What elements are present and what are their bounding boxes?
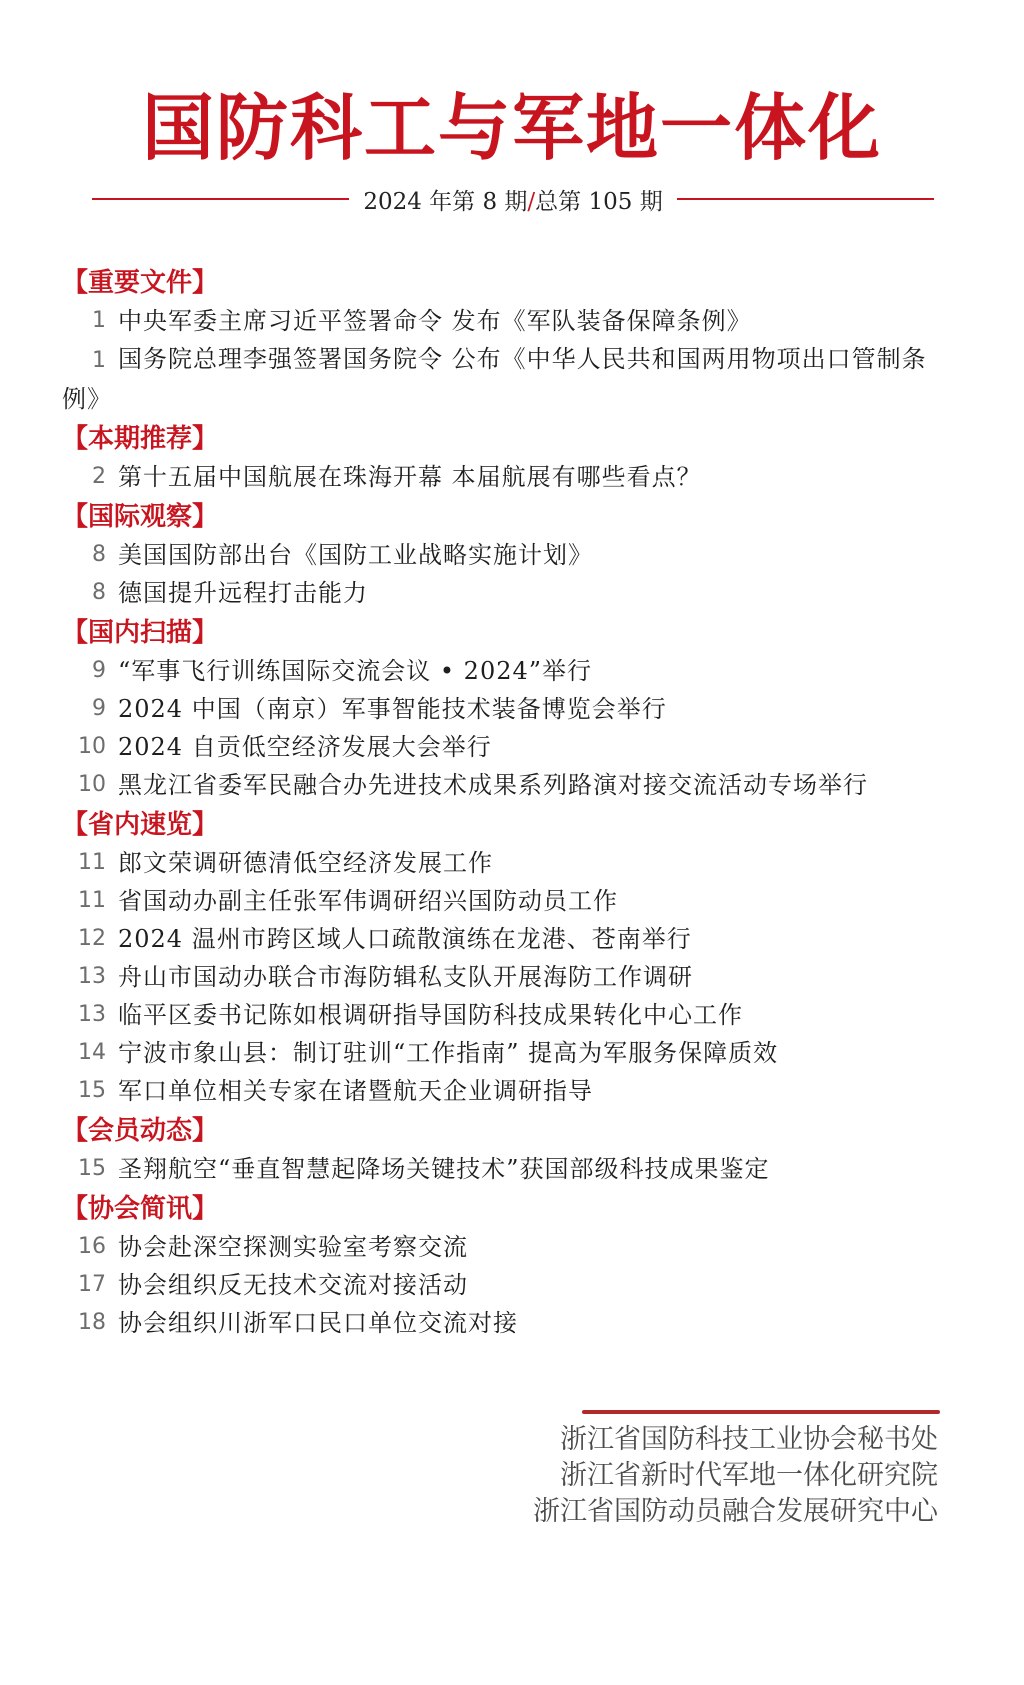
toc-entry[interactable]	[62, 1150, 962, 1188]
toc-entry[interactable]	[62, 652, 962, 690]
page-number: 1	[92, 308, 106, 333]
page-number: 9	[92, 658, 106, 683]
toc-entry[interactable]	[62, 458, 962, 496]
entry-title: 协会组织川浙军口民口单位交流对接	[118, 1309, 518, 1337]
toc-entry[interactable]	[62, 882, 962, 920]
masthead-title: 国防科工与军地一体化	[141, 86, 882, 170]
entry-title: 国务院总理李强签署国务院令 公布《中华人民共和国两用物项出口管制条例》	[62, 345, 927, 413]
publisher-line: 浙江省新时代军地一体化研究院	[560, 1460, 938, 1491]
entry-title: 2024 自贡低空经济发展大会举行	[118, 733, 492, 761]
toc-entry[interactable]	[62, 1072, 962, 1110]
toc-entry[interactable]	[62, 690, 962, 728]
section-heading: 【本期推荐】	[62, 424, 219, 454]
toc-entry[interactable]	[62, 1228, 962, 1266]
entry-title: 临平区委书记陈如根调研指导国防科技成果转化中心工作	[118, 1001, 743, 1029]
section-heading: 【国内扫描】	[62, 618, 219, 648]
entry-title: 德国提升远程打击能力	[118, 579, 368, 607]
page-number: 14	[78, 1040, 106, 1065]
section-heading: 【省内速览】	[62, 810, 219, 840]
toc-entry[interactable]	[62, 1304, 962, 1342]
section-heading: 【会员动态】	[62, 1116, 219, 1146]
issue-total-number: 总第 105 期	[535, 188, 663, 215]
entry-title: 黑龙江省委军民融合办先进技术成果系列路演对接交流活动专场举行	[118, 771, 868, 799]
page-number: 2	[92, 464, 106, 489]
entry-title: 第十五届中国航展在珠海开幕 本届航展有哪些看点？	[118, 463, 702, 491]
page-number: 12	[78, 926, 106, 951]
page-number: 9	[92, 696, 106, 721]
publisher-names	[533, 1422, 938, 1530]
section-title: 本期推荐	[88, 424, 193, 454]
publisher-line: 浙江省国防科技工业协会秘书处	[560, 1424, 938, 1455]
entry-title: 宁波市象山县：制订驻训“工作指南” 提高为军服务保障质效	[118, 1039, 779, 1067]
entry-title: 郎文荣调研德清低空经济发展工作	[118, 849, 493, 877]
toc-entry[interactable]	[62, 1034, 962, 1072]
toc-entry[interactable]	[62, 728, 962, 766]
entry-title: 军口单位相关专家在诸暨航天企业调研指导	[118, 1077, 593, 1105]
toc-entry[interactable]	[62, 340, 962, 418]
page-number: 10	[78, 734, 106, 759]
section-title: 省内速览	[88, 810, 193, 840]
section-heading: 【重要文件】	[62, 268, 219, 298]
toc-entry[interactable]	[62, 958, 962, 996]
page-number: 17	[78, 1272, 106, 1297]
section-title: 国内扫描	[88, 618, 193, 648]
entry-title: 2024 温州市跨区域人口疏散演练在龙港、苍南举行	[118, 925, 692, 953]
entry-title: 美国国防部出台《国防工业战略实施计划》	[118, 541, 593, 569]
issue-slash: /	[527, 188, 536, 215]
issue-number	[349, 183, 676, 216]
toc-entry[interactable]	[62, 536, 962, 574]
entry-title: 协会组织反无技术交流对接活动	[118, 1271, 468, 1299]
table-of-contents	[62, 262, 962, 1342]
page-number: 16	[78, 1234, 106, 1259]
issue-rule-right	[677, 198, 934, 200]
page-number: 18	[78, 1310, 106, 1335]
page-number: 8	[92, 580, 106, 605]
page-number: 13	[78, 964, 106, 989]
publisher-rule	[582, 1410, 940, 1414]
toc-entry[interactable]	[62, 1266, 962, 1304]
entry-title: 省国动办副主任张军伟调研绍兴国防动员工作	[118, 887, 618, 915]
issue-line	[92, 184, 934, 214]
section-heading: 【协会简讯】	[62, 1194, 219, 1224]
toc-entry[interactable]	[62, 920, 962, 958]
issue-year-number: 2024 年第 8 期	[363, 188, 528, 215]
entry-title: “军事飞行训练国际交流会议 • 2024”举行	[118, 657, 593, 685]
entry-title: 舟山市国动办联合市海防辑私支队开展海防工作调研	[118, 963, 693, 991]
entry-title: 2024 中国（南京）军事智能技术装备博览会举行	[118, 695, 667, 723]
entry-title: 中央军委主席习近平签署命令 发布《军队装备保障条例》	[118, 307, 752, 335]
toc-entry[interactable]	[62, 766, 962, 804]
entry-title: 圣翔航空“垂直智慧起降场关键技术”获国部级科技成果鉴定	[118, 1155, 770, 1183]
section-title: 会员动态	[88, 1116, 193, 1146]
page-number: 11	[78, 888, 106, 913]
page-number: 15	[78, 1156, 106, 1181]
toc-entry[interactable]	[62, 302, 962, 340]
page-number: 8	[92, 542, 106, 567]
toc-entry[interactable]	[62, 574, 962, 612]
entry-title: 协会赴深空探测实验室考察交流	[118, 1233, 468, 1261]
section-title: 协会简讯	[88, 1194, 193, 1224]
page-number: 15	[78, 1078, 106, 1103]
page-number: 1	[92, 348, 106, 373]
publisher-line: 浙江省国防动员融合发展研究中心	[533, 1496, 938, 1527]
page-number: 13	[78, 1002, 106, 1027]
toc-entry[interactable]	[62, 844, 962, 882]
section-title: 重要文件	[88, 268, 193, 298]
toc-entry[interactable]	[62, 996, 962, 1034]
issue-rule-left	[92, 198, 349, 200]
section-heading: 【国际观察】	[62, 502, 219, 532]
page-number: 10	[78, 772, 106, 797]
page-number: 11	[78, 850, 106, 875]
section-title: 国际观察	[88, 502, 193, 532]
